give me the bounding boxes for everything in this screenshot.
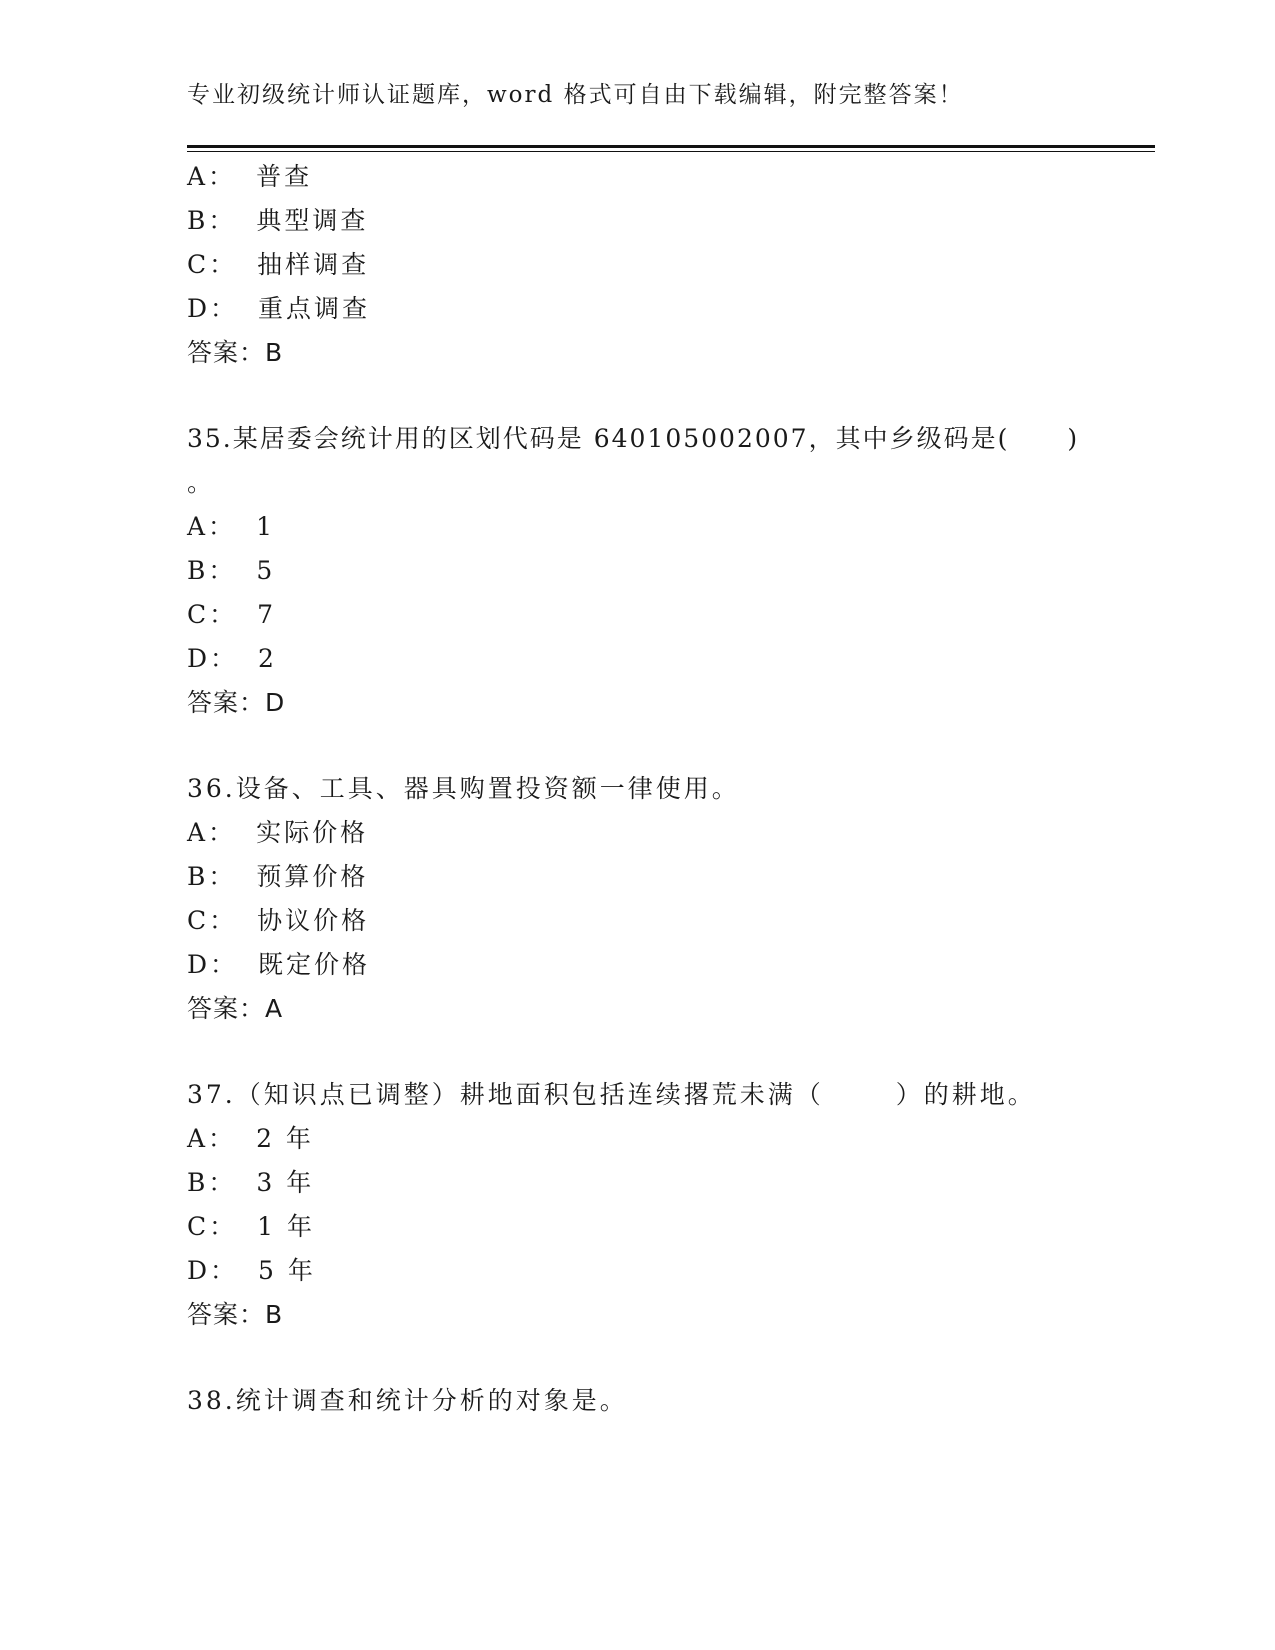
question-stem: 37.（知识点已调整）耕地面积包括连续撂荒未满（ ）的耕地。 bbox=[187, 1080, 1036, 1109]
option-a: A： 1 bbox=[187, 512, 275, 541]
question-stem: 36.设备、工具、器具购置投资额一律使用。 bbox=[187, 774, 740, 803]
question-stem-continued: 。 bbox=[187, 468, 216, 497]
question-stem: 38.统计调查和统计分析的对象是。 bbox=[187, 1386, 628, 1415]
option-a: A： 普查 bbox=[187, 162, 313, 191]
answer: 答案：A bbox=[187, 994, 284, 1023]
option-a: A： 2 年 bbox=[187, 1124, 314, 1153]
header-rule-thick bbox=[187, 145, 1155, 148]
option-c: C： 协议价格 bbox=[187, 906, 370, 935]
answer: 答案：B bbox=[187, 1300, 284, 1329]
answer: 答案：B bbox=[187, 338, 284, 367]
option-c: C： 7 bbox=[187, 600, 277, 629]
option-b: B： 典型调查 bbox=[187, 206, 369, 235]
option-c: C： 1 年 bbox=[187, 1212, 315, 1241]
question-stem: 35.某居委会统计用的区划代码是 640105002007，其中乡级码是( ) bbox=[187, 424, 1080, 453]
option-d: D： 既定价格 bbox=[187, 950, 371, 979]
answer: 答案：D bbox=[187, 688, 286, 717]
option-b: B： 5 bbox=[187, 556, 276, 585]
option-c: C： 抽样调查 bbox=[187, 250, 370, 279]
header-rule-thin bbox=[187, 151, 1155, 152]
option-b: B： 3 年 bbox=[187, 1168, 315, 1197]
option-d: D： 2 bbox=[187, 644, 277, 673]
option-a: A： 实际价格 bbox=[187, 818, 369, 847]
header-text: 专业初级统计师认证题库，word 格式可自由下载编辑，附完整答案！ bbox=[187, 82, 964, 108]
option-d: D： 5 年 bbox=[187, 1256, 316, 1285]
option-b: B： 预算价格 bbox=[187, 862, 369, 891]
option-d: D： 重点调查 bbox=[187, 294, 371, 323]
